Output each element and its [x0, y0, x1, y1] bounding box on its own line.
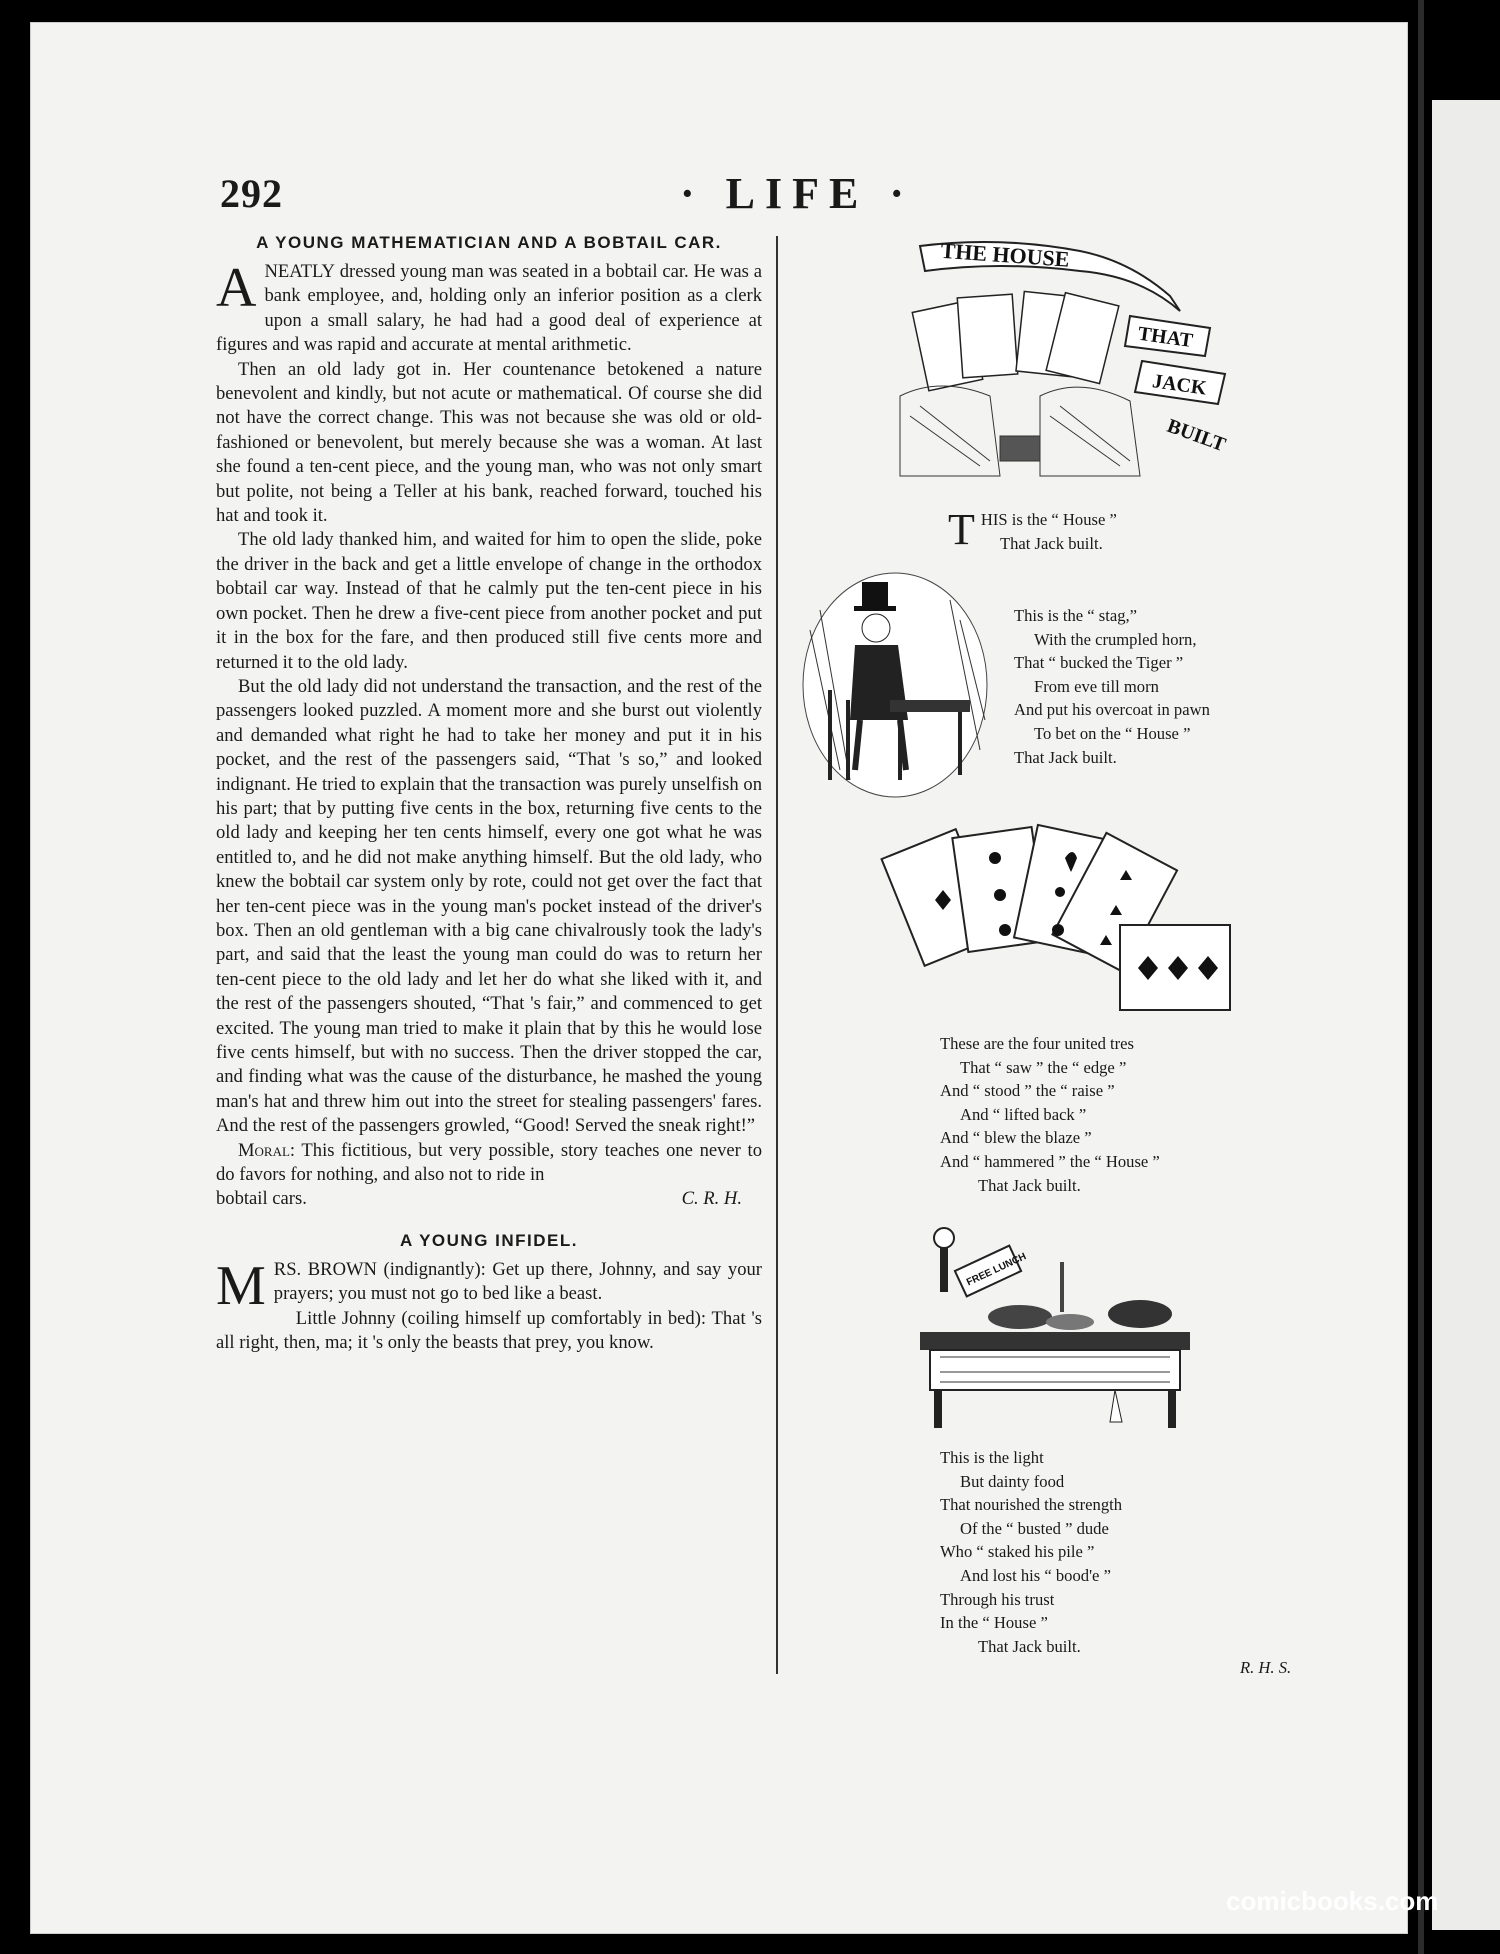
poem-stanza-3: These are the four united tres That “ saw ” the “ edge ” And “ stood ” the “ raise ” And “ lifted back ” And “ blew the blaze ” And “ hammered ” the “ House ” That Jack built.: [940, 1034, 1160, 1195]
left-column: [216, 232, 762, 1355]
free-lunch-sign: FREE LUNCH: [964, 1251, 1029, 1289]
poem-stanza-2: This is the “ stag,” With the crumpled horn, That “ bucked the Tiger ” From eve till morn And put his overcoat in pawn To bet on the “ House ” That Jack built.: [1014, 606, 1210, 767]
poem-stanza-4: This is the light But dainty food That nourished the strength Of the “ busted ” dude Who “ staked his pile ” And lost his “ bood'e ” Through his trust In the “ House ” That Jack built.: [940, 1448, 1123, 1656]
poem-stanza-1: THIS is the “ House ” That Jack built.: [948, 505, 1117, 554]
article-paragraph: Little Johnny (coiling himself up comfortably in bed): That 's all right, then, ma; it 's only the beasts that prey, you know.: [216, 1307, 762, 1354]
column-divider: [776, 236, 778, 1674]
free-lunch-counter-illustration: [910, 1222, 1200, 1432]
book-spine: [1418, 0, 1424, 1954]
banner-text-that: THAT: [1136, 322, 1195, 353]
banner-text-house: THE HOUSE: [939, 237, 1071, 272]
article-title-mathematician: A YOUNG MATHEMATICIAN AND A BOBTAIL CAR.: [256, 233, 722, 252]
moral-last-line: bobtail cars. C. R. H.: [216, 1187, 762, 1211]
four-threes-cards-illustration: [880, 820, 1240, 1020]
house-that-jack-built-illustration: [880, 236, 1250, 486]
article-paragraph: MRS. BROWN (indignantly): Get up there, Johnny, and say your prayers; you must not go to bed like a beast.: [216, 1254, 762, 1317]
banner-text-built: BUILT: [1164, 414, 1229, 457]
stag-gambler-illustration: [800, 570, 990, 800]
masthead: · LIFE ·: [680, 169, 915, 218]
article-paragraph: Then an old lady got in. Her countenance betokened a nature benevolent and kindly, but not acute or mathematical. Of course she did not have the correct change. This was not because she was old or old-fashioned or benevolent, but merely because she was a woman. At last she found a ten-cent piece, and the young man, who was not only smart but polite, not being a Teller at his bank, reached forward, touched his hat and took it.: [216, 358, 762, 527]
page-number: 292: [220, 171, 283, 216]
signature-rhs: R. H. S.: [1240, 1658, 1292, 1677]
article-paragraph: But the old lady did not understand the transaction, and the rest of the passengers looked puzzled. A moment more and she burst out violently and demanded what right he had to take her money and put it in his pocket, and the rest of the passengers said, “That 's so,” and looked indignant. He tried to explain that the transaction was purely unselfish on his part; that by putting five cents in the box, returning five cents to the old lady and keeping her ten cents himself, every one got what he was entitled to, and he did not make anything himself. But the old lady, who knew the bobtail car system only by rote, could not get over the fact that her ten-cent piece was in the young man's pocket instead of the driver's box. Then an old gentleman with a big cane chivalrously took the lady's part, and said that the least the young man could do was to return her ten-cent piece to the old lady and let her do what she liked with it, and the rest of the passengers shouted, “That 's fair,” and commenced to get excited. The young man tried to make it plain that by this he would lose five cents himself, but with no success. Then the driver stopped the car, and finding what was the cause of the disturbance, he mashed the young man's hat and threw him out into the street for stealing passengers' fares. And the rest of the passengers growled, “Good! Served the sneak right!”: [216, 675, 762, 1137]
watermark: comicbooks.com: [1226, 1886, 1439, 1916]
article-paragraph: The old lady thanked him, and waited for him to open the slide, poke the driver in the back and get a little envelope of change in the orthodox bobtail car way. Instead of that he calmly put the ten-cent piece in his own pocket. Then he drew a five-cent piece from another pocket and put it in the box for the fare, and then produced still five cents more and returned it to the old lady.: [216, 529, 762, 673]
drop-cap: M: [216, 1254, 266, 1317]
moral-paragraph: Moral: This fictitious, but very possible, story teaches one never to do favors for nothing, and also not to ride in: [216, 1139, 762, 1186]
drop-cap: A: [216, 257, 257, 319]
signature-crh: C. R. H.: [681, 1188, 742, 1210]
article-paragraph: ANEATLY dressed young man was seated in a bobtail car. He was a bank employee, and, holding only an inferior position as a clerk upon a small salary, he had had a good deal of experience at figures and was rapid and accurate at mental arithmetic.: [216, 257, 762, 356]
drop-cap: T: [948, 505, 975, 554]
adjacent-page-edge: [1432, 100, 1500, 1930]
article-title-infidel: A YOUNG INFIDEL.: [400, 1230, 578, 1250]
banner-text-jack: JACK: [1150, 370, 1208, 400]
